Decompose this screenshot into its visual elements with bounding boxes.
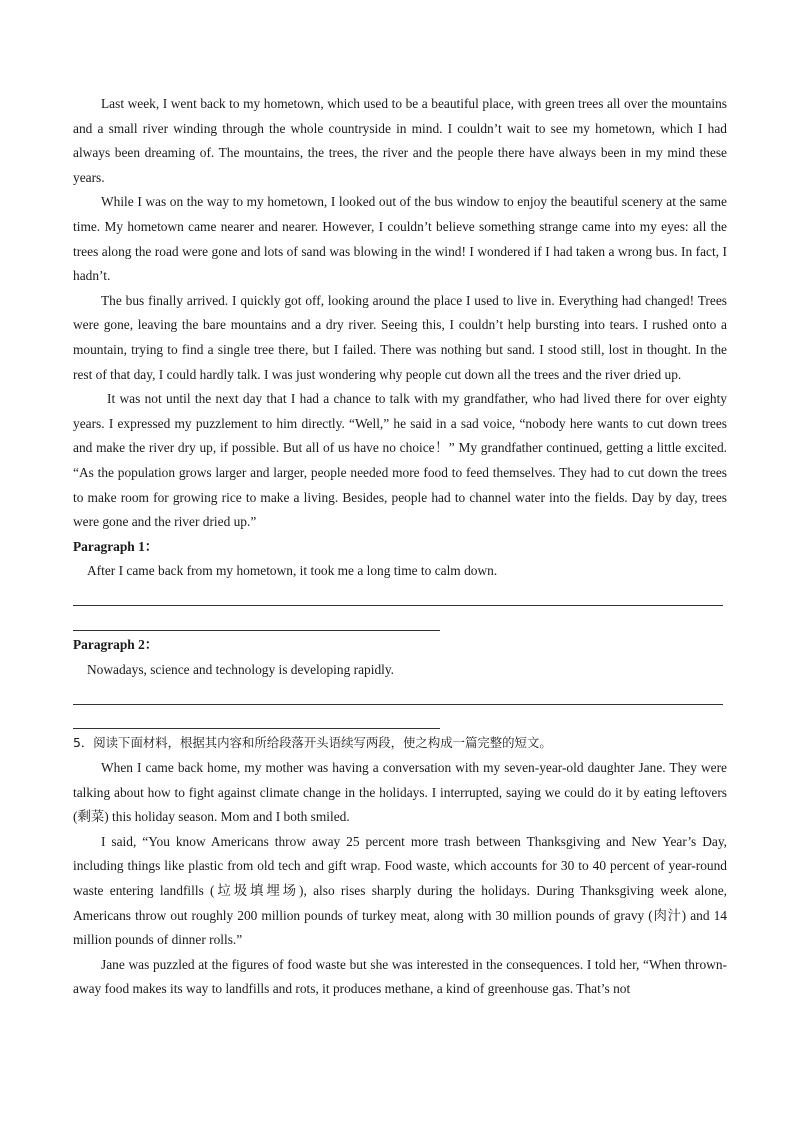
paragraph-1-heading: Paragraph 1： xyxy=(73,538,159,554)
answer-line[interactable] xyxy=(73,707,727,732)
answer-line[interactable] xyxy=(73,682,727,707)
answer-line[interactable] xyxy=(73,584,727,609)
question-5-paragraph-3: Jane was puzzled at the figures of food waste but she was interested in the consequences. I told her, “When thrown-away food makes its way to landfills and rots, it produces methane, a kind of greenhouse gas. That’s not xyxy=(73,956,727,997)
passage-paragraph-2: While I was on the way to my hometown, I looked out of the bus window to enjoy the beautiful scenery at the same time. My hometown came nearer and nearer. However, I couldn’t believe something strange came into my eyes: all the trees along the road were gone and lots of sand was blowing in the wind! I wondered if I had taken a wrong bus. In fact, I hadn’t. xyxy=(73,194,727,284)
paragraph-2-heading: Paragraph 2： xyxy=(73,637,159,653)
passage-paragraph-1: Last week, I went back to my hometown, which used to be a beautiful place, with green trees all over the mountains and a small river winding through the whole countryside in mind. I couldn’t wait to see my hometown, which I had always been dreaming of. The mountains, the trees, the river and the people there have always been in my mind these years. xyxy=(73,96,727,185)
passage-paragraph-3: The bus finally arrived. I quickly got off, looking around the place I used to live in. Everything had changed! Trees were gone, leaving the bare mountains and a dry river. Seeing this, I couldn’t help bursting into tears. I rushed onto a mountain, trying to find a single tree there, but I failed. There was nothing but sand. I stood still, lost in thought. In the rest of that day, I could hardly talk. I was just wondering why people cut down all the trees and the river dried up. xyxy=(73,292,727,382)
paragraph-2-lead: Nowadays, science and technology is developing rapidly. xyxy=(87,661,395,677)
question-5-paragraph-1: When I came back home, my mother was having a conversation with my seven-year-old daughter Jane. They were talking about how to fight against climate change in the holidays. I interrupted, saying we could do it by eating leftovers (剩菜) this holiday season. Mom and I both smiled. xyxy=(73,760,727,825)
question-5-paragraph-2: I said, “You know Americans throw away 25 percent more trash between Thanksgiving and New Year’s Day, including things like plastic from old tech and gift wrap. Food waste, which accounts for 30 to 40 percent of year-round waste entering landfills (垃圾填埋场), also rises sharply during the holidays. During Thanksgiving week alone, Americans throw out roughly 200 million pounds of turkey meat, along with 30 million pounds of gravy (肉汁) and 14 million pounds of dinner rolls.” xyxy=(73,833,727,948)
passage-paragraph-4: It was not until the next day that I had a chance to talk with my grandfather, who had lived there for over eighty years. I expressed my puzzlement to him directly. “Well,” he said in a sad voice, “nobody here wants to cut down trees and make the river dry up, if possible. But all of us have no choice！” My grandfather continued, getting a little excited. “As the population grows larger and larger, people needed more food to feed themselves. They had to cut down the trees to make room for growing rice to make a living. Besides, people had to channel water into the fields. Day by day, trees were gone and the river dried up.” xyxy=(73,391,727,530)
document-page xyxy=(73,92,727,1002)
answer-line[interactable] xyxy=(73,608,727,633)
question-5-instruction: 5．阅读下面材料，根据其内容和所给段落开头语续写两段，使之构成一篇完整的短文。 xyxy=(73,735,552,751)
paragraph-1-lead: After I came back from my hometown, it took me a long time to calm down. xyxy=(87,563,498,579)
